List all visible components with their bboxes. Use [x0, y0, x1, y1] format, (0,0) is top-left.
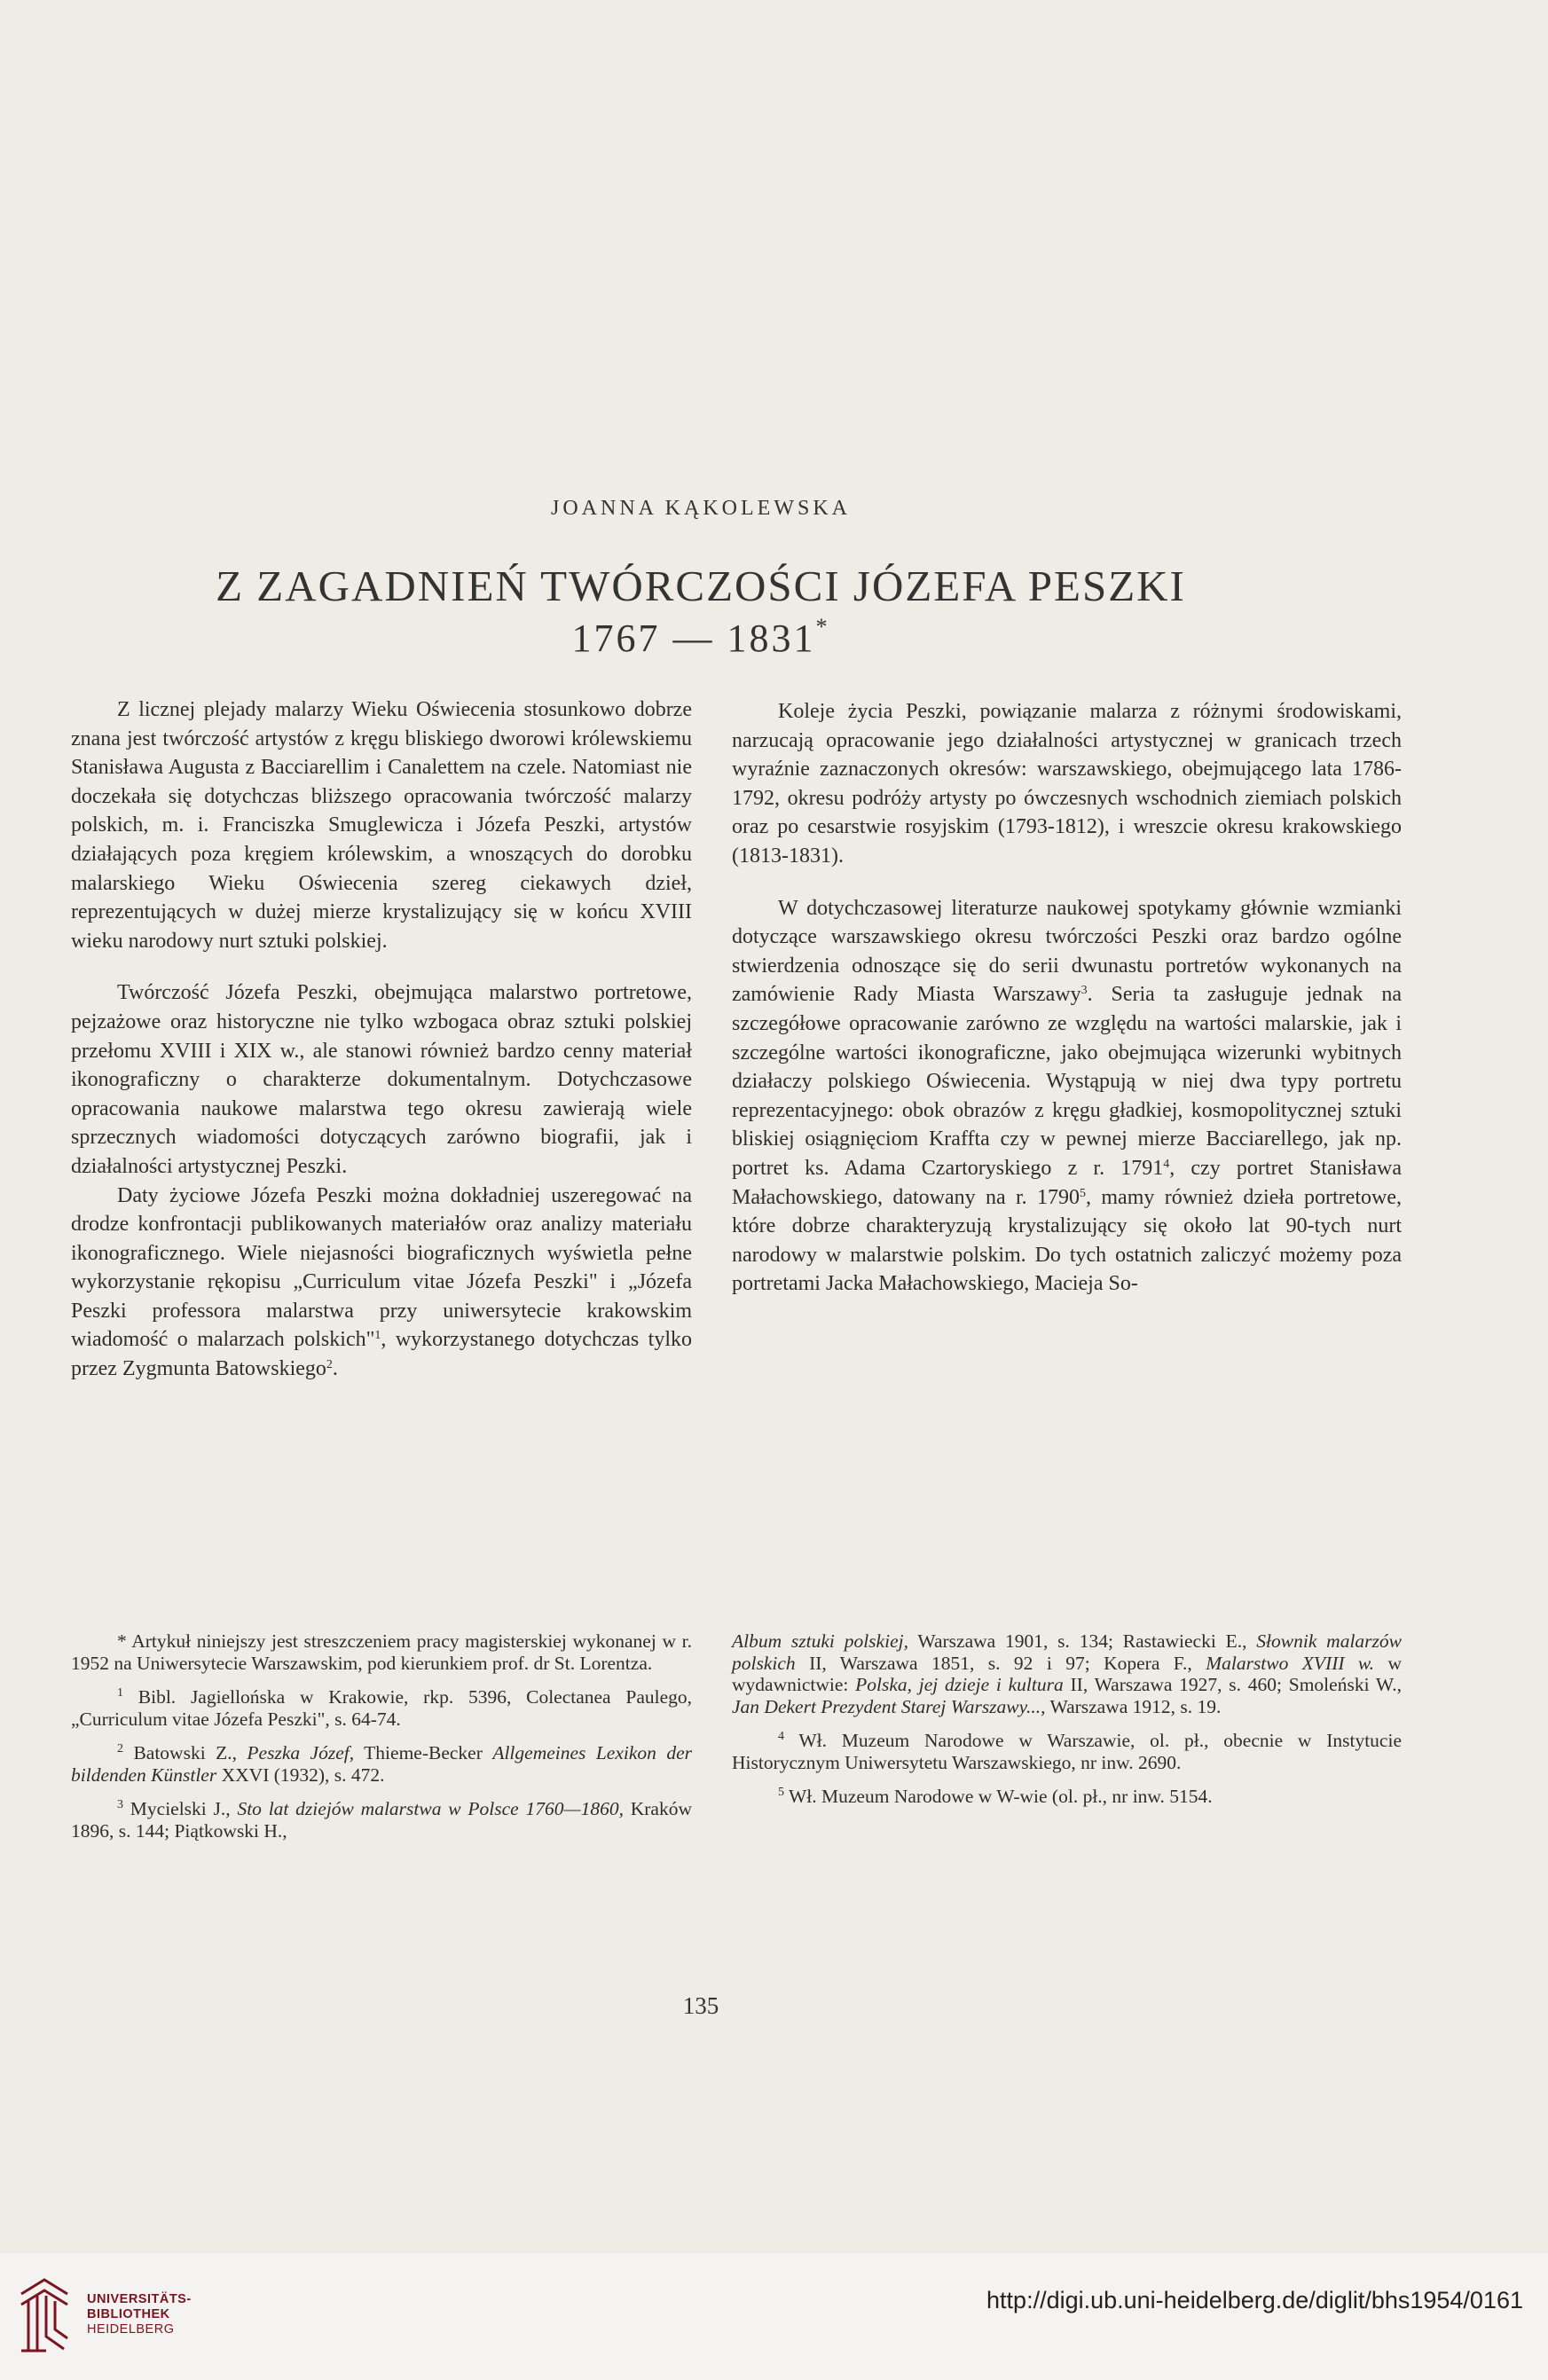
footnote-italic: Jan Dekert Prezydent Starej Warszawy...,	[732, 1695, 1046, 1717]
footnote-italic: Malarstwo XVIII w.	[1206, 1652, 1375, 1674]
library-logo-icon[interactable]	[16, 2274, 73, 2356]
article-years	[0, 616, 1402, 661]
left-text-column	[71, 695, 692, 1384]
paragraph-text: , czy portret Stanisława Małachowskiego, datowany na r. 1790	[732, 1156, 1402, 1209]
paragraph-text: . Seria ta zasługuje jednak na szczegółowe opracowanie zarówno ze względu na wartości malarskie, jak i szczególne wartości ikonograficzne, jako obejmująca wizerunki wybitnych działaczy polskiego Oświecenia. Wystąpują w niej dwa typy portretu reprezentacyjnego: obok obrazów z kręgu gładkiej, kosmopolitycznej sztuki bliskiej osiągnięciom Kraffta czy w pewnej mierze Bacciarellego, jak np. portret ks. Adama Czartoryskiego z r. 1791	[732, 983, 1403, 1180]
footnote-continuation	[732, 1630, 1402, 1717]
paragraph-text: , mamy również dzieła portretowe, które dobrze charakteryzują krystalizujący się około lat 90-tych nurt narodowy w malarstwie polskim. Do tych ostatnich zaliczyć możemy poza portretami Jacka Małachowskiego, Macieja So-	[732, 1185, 1402, 1296]
footnote-ref[interactable]: 3	[1080, 984, 1088, 998]
library-name	[87, 2292, 192, 2337]
footnote: * Artykuł niniejszy jest streszczeniem pracy magisterskiej wykonanej w r. 1952 na Uniwersytecie Warszawskim, pod kierunkiem prof. dr St. Lorentza.	[71, 1630, 692, 1674]
paragraph	[732, 894, 1402, 1299]
footnote-mark: 1	[117, 1686, 123, 1700]
footnote-mark: 2	[117, 1742, 123, 1756]
article-author: JOANNA KĄKOLEWSKA	[551, 497, 851, 520]
footnote-italic: Album sztuki polskiej,	[732, 1630, 908, 1652]
library-name-line: HEIDELBERG	[87, 2322, 175, 2337]
footnote-ref[interactable]: 5	[1080, 1186, 1087, 1200]
footnote-text: XXVI (1932), s. 472.	[216, 1763, 385, 1786]
paragraph-text: , wykorzystanego dotychczas tylko przez Zygmunta Batowskiego	[71, 1328, 692, 1381]
paragraph-text: W dotychczasowej literaturze naukowej spotykamy głównie wzmianki dotyczące warszawskiego okresu twórczości Peszki oraz bardzo ogólne stwierdzenia odnoszące się do serii dwunastu portretów wykonanych na zamówienie Rady Miasta Warszawy	[732, 896, 1402, 1007]
footnote-text: Wł. Muzeum Narodowe w W-wie (ol. pł., nr inw. 5154.	[789, 1786, 1213, 1807]
footnote	[71, 1742, 692, 1786]
footnote-italic: Słownik malarzów polskich	[732, 1630, 1403, 1674]
footnote-italic: Peszka Józef,	[247, 1742, 355, 1763]
footnote-italic: Polska, jej dzieje i kultura	[855, 1674, 1064, 1695]
paragraph: Twórczość Józefa Peszki, obejmująca malarstwo portretowe, pejzażowe oraz historyczne nie tylko wzbogaca obraz sztuki polskiej przełomu XVIII i XIX w., ale stanowi również bardzo cenny materiał ikonograficzny o charakterze dokumentalnym. Dotychczasowe opracowania naukowe malarstwa tego okresu zawierają wiele sprzecznych wiadomości dotyczących zarówno biografii, jak i działalności artystycznej Peszki.	[71, 981, 692, 1178]
footnote-mark: 3	[117, 1798, 123, 1811]
library-name-line: UNIVERSITÄTS-	[87, 2292, 192, 2306]
footnote-text: w wydawnictwie:	[732, 1652, 1402, 1695]
years-text: 1767 — 1831	[571, 617, 816, 660]
footnote-text: Warszawa 1912, s. 19.	[1045, 1695, 1222, 1717]
footnote	[732, 1730, 1402, 1773]
footnote-italic: Allgemeines Lexikon der bildenden Künstler	[71, 1742, 692, 1786]
source-url-link[interactable]: http://digi.ub.uni-heidelberg.de/diglit/bhs1954/0161	[986, 2287, 1523, 2313]
library-name-line: BIBLIOTHEK	[87, 2307, 170, 2321]
footnote-ref[interactable]: 2	[326, 1358, 333, 1372]
footnote-text: Batowski Z.,	[133, 1742, 248, 1763]
paragraph: Koleje życia Peszki, powiązanie malarza z różnymi środowiskami, narzucają opracowanie jego działalności artystycznej w granicach trzech wyraźnie zaznaczonych okresów: warszawskiego, obejmującego lata 1786-1792, okresu podróży artysty po ówczesnych wschodnich ziemiach polskich oraz po cesarstwie rosyjskim (1793-1812), i wreszcie okresu krakowskiego (1813-1831).	[732, 700, 1402, 868]
footnote-text: Kraków 1896, s. 144; Piątkowski H.,	[71, 1798, 692, 1842]
footnote-text: Thieme-Becker	[354, 1742, 493, 1763]
footnote-text: Bibl. Jagiellońska w Krakowie, rkp. 5396, Colectanea Paulego, „Curriculum vitae Józefa Peszki", s. 64-74.	[71, 1686, 693, 1730]
footnote-text: Wł. Muzeum Narodowe w Warszawie, ol. pł., obecnie w Instytucie Historycznym Uniwersytetu Warszawskiego, nr inw. 2690.	[732, 1730, 1402, 1773]
footnotes-right	[732, 1630, 1402, 1820]
page-number: 135	[682, 1992, 719, 2019]
footnote	[71, 1686, 692, 1730]
paragraph	[71, 1182, 692, 1384]
right-text-column	[732, 697, 1402, 1299]
footnotes-left	[71, 1630, 692, 1854]
footnote-mark: 4	[778, 1730, 784, 1743]
footnote-text: Warszawa 1901, s. 134; Rastawiecki E.,	[908, 1630, 1257, 1652]
paragraph-text: Daty życiowe Józefa Peszki można dokładniej uszeregować na drodze konfrontacji publikowanych materiałów oraz analizy materiału ikonograficznego. Wiele niejasności biograficznych wyświetla pełne wykorzystanie rękopisu „Curriculum vitae Józefa Peszki" i „Józefa Peszki professora malarstwa przy uniwersytecie krakowskim wiadomość o malarzach polskich"	[71, 1183, 692, 1352]
viewer-footer	[0, 2253, 1548, 2380]
footnote	[732, 1786, 1402, 1808]
paragraph: Z licznej plejady malarzy Wieku Oświecenia stosunkowo dobrze znana jest twórczość artystów z kręgu bliskiego dworowi królewskiemu Stanisława Augusta z Bacciarellim i Canalettem na czele. Natomiast nie doczekała się dotychczas bliższego opracowania twórczość malarzy polskich, m. i. Franciszka Smuglewicza i Józefa Peszki, artystów działających poza kręgiem królewskim, a wnoszących do dorobku malarskiego Wieku Oświecenia szereg ciekawych dzieł, reprezentujących w dużej mierze krystalizujący się w końcu XVIII wieku narodowy nurt sztuki polskiej.	[71, 698, 692, 953]
footnote-ref[interactable]: 4	[1163, 1157, 1170, 1171]
footnote-text: II, Warszawa 1851, s. 92 i 97; Kopera F.,	[795, 1652, 1206, 1674]
paragraph-text: .	[332, 1357, 338, 1381]
footnote-text: II, Warszawa 1927, s. 460; Smoleński W.,	[1063, 1674, 1402, 1695]
footnote-ref[interactable]: 1	[374, 1329, 381, 1343]
footnote-text: Mycielski J.,	[130, 1798, 238, 1819]
article-title: Z ZAGADNIEŃ TWÓRCZOŚCI JÓZEFA PESZKI	[216, 562, 1186, 610]
footnote-mark: 5	[778, 1786, 784, 1799]
footnote	[71, 1798, 692, 1842]
title-footnote-mark: *	[815, 614, 830, 640]
footnote-italic: Sto lat dziejów malarstwa w Polsce 1760—1860,	[237, 1798, 624, 1819]
